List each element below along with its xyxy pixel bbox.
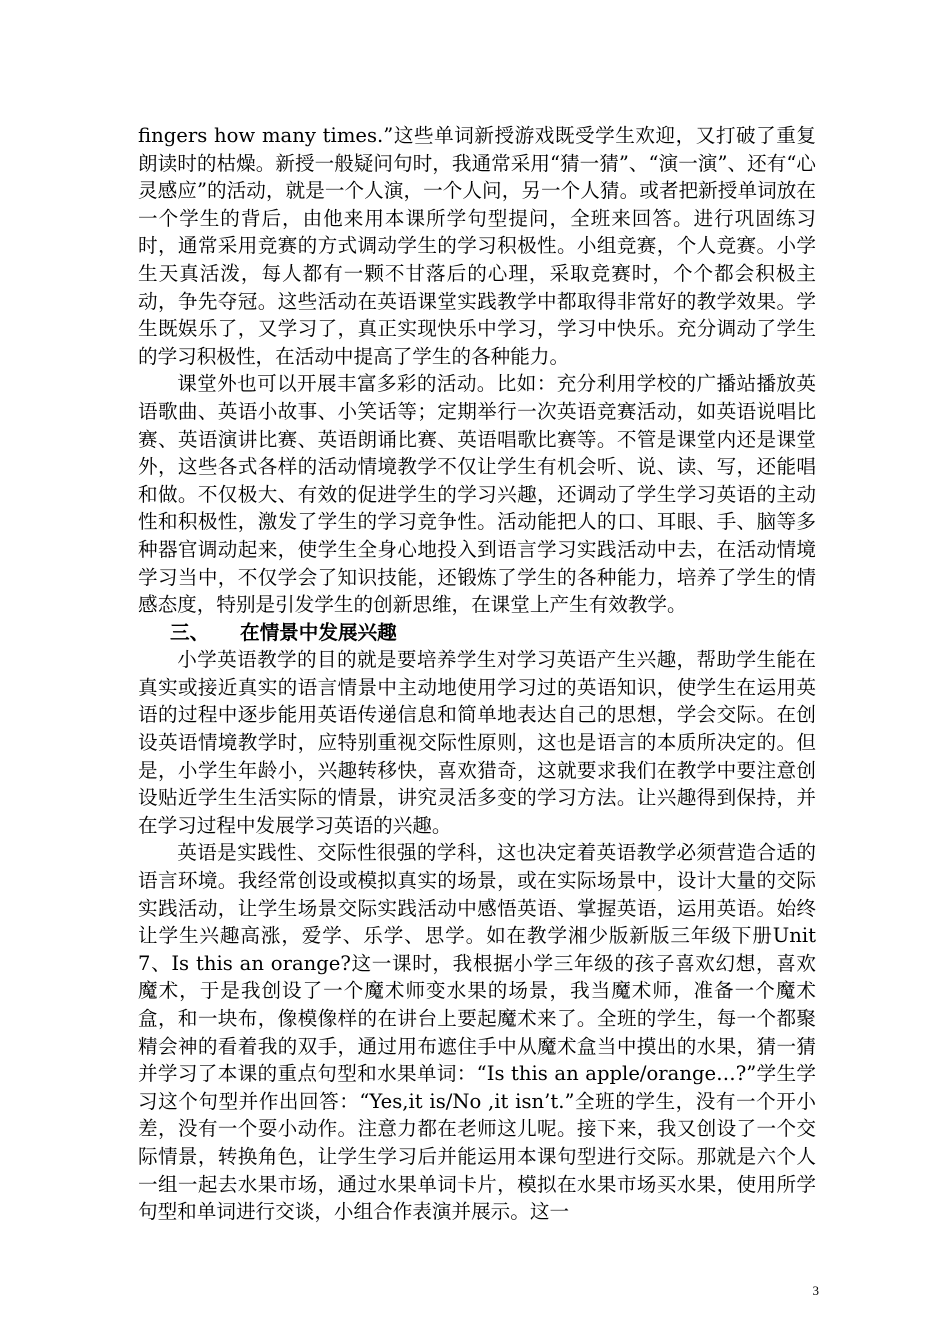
paragraph-teaching-goal: 小学英语教学的目的就是要培养学生对学习英语产生兴趣，帮助学生能在真实或接近真实的语言情景中主动地使用学习过的英语知识，使学生在运用英语的过程中逐步能用英语传递信息和简单地表达自己的思想，学会交际。在创设英语情境教学时，应特别重视交际性原则，这也是语言的本质所决定的。但是，小学生年龄小，兴趣转移快，喜欢猎奇，这就要求我们在教学中要注意创设贴近学生生活实际的情景，讲究灵活多变的学习方法。让兴趣得到保持，并在学习过程中发展学习英语的兴趣。 (138, 648, 816, 837)
page-number: 3 (812, 1283, 819, 1298)
paragraph-continued: fingers how many times.”这些单词新授游戏既受学生欢迎，又打破了重复朗读时的枯燥。新授一般疑问句时，我通常采用“猜一猜”、“演一演”、还有“心灵感应”的活动，就是一个人演，一个人问，另一个人猜。或者把新授单词放在一个学生的背后，由他来用本课所学句型提问，全班来回答。进行巩固练习时，通常采用竞赛的方式调动学生的学习积极性。小组竞赛，个人竞赛。小学生天真活泼，每人都有一颗不甘落后的心理，采取竞赛时，个个都会积极主动，争先夺冠。这些活动在英语课堂实践教学中都取得非常好的教学效果。学生既娱乐了，又学习了，真正实现快乐中学习，学习中快乐。充分调动了学生的学习积极性，在活动中提高了学生的各种能力。 (138, 124, 816, 368)
section-number: 三、 (170, 620, 210, 644)
section-title: 在情景中发展兴趣 (240, 620, 397, 644)
paragraph-practice-example: 英语是实践性、交际性很强的学科，这也决定着英语教学必须营造合适的语言环境。我经常创设或模拟真实的场景，或在实际场景中，设计大量的交际实践活动，让学生场景交际实践活动中感悟英语、掌握英语，运用英语。始终让学生兴趣高涨，爱学、乐学、思学。如在教学湘少版新版三年级下册Unit7、Is this an orange?这一课时，我根据小学三年级的孩子喜欢幻想，喜欢魔术，于是我创设了一个魔术师变水果的场景，我当魔术师，准备一个魔术盒，和一块布，像模像样的在讲台上要起魔术来了。全班的学生，每一个都聚精会神的看着我的双手，通过用布遮住手中从魔术盒当中摸出的水果，猜一猜并学习了本课的重点句型和水果单词：“Is this an apple/orange…?”学生学习这个句型并作出回答：“Yes,it is/No ,it isn’t.”全班的学生，没有一个开小差，没有一个耍小动作。注意力都在老师这儿呢。接下来，我又创设了一个交际情景，转换角色，让学生学习后并能运用本课句型进行交际。那就是六个人一组一起去水果市场，通过水果单词卡片，模拟在水果市场买水果，使用所学句型和单词进行交谈，小组合作表演并展示。这一 (138, 841, 816, 1224)
document-body (138, 122, 816, 1226)
section-heading (138, 619, 816, 647)
paragraph-activities-outside-class: 课堂外也可以开展丰富多彩的活动。比如：充分利用学校的广播站播放英语歌曲、英语小故事、小笑话等；定期举行一次英语竞赛活动，如英语说唱比赛、英语演讲比赛、英语朗诵比赛、英语唱歌比赛等。不管是课堂内还是课堂外，这些各式各样的活动情境教学不仅让学生有机会听、说、读、写，还能唱和做。不仅极大、有效的促进学生的学习兴趣，还调动了学生学习英语的主动性和积极性，激发了学生的学习竞争性。活动能把人的口、耳眼、手、脑等多种器官调动起来，使学生全身心地投入到语言学习实践活动中去，在活动情境学习当中，不仅学会了知识技能，还锻炼了学生的各种能力，培养了学生的情感态度，特别是引发学生的创新思维，在课堂上产生有效教学。 (138, 372, 816, 617)
